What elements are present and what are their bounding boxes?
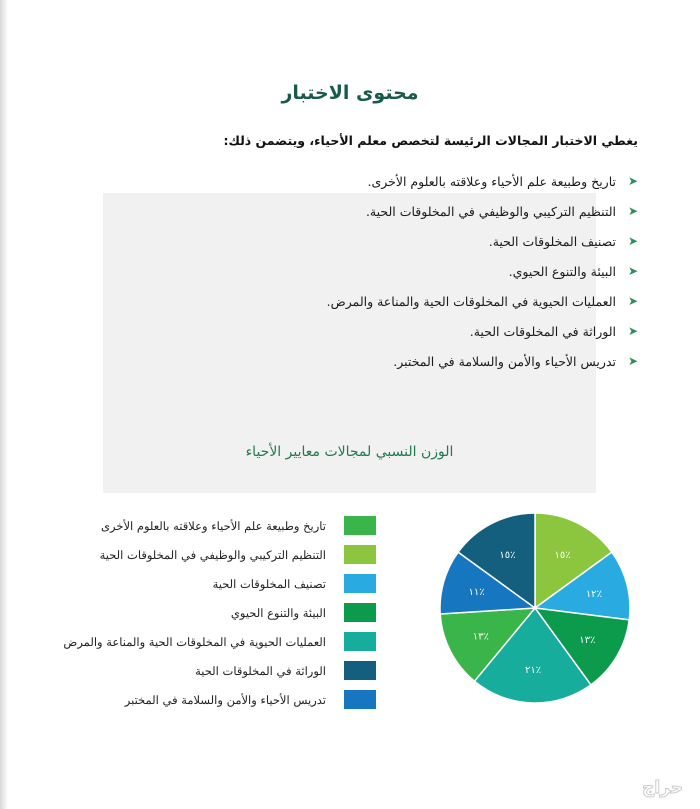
list-item-text: تصنيف المخلوقات الحية. (488, 233, 616, 249)
list-item-text: التنظيم التركيبي والوظيفي في المخلوقات الحية. (365, 203, 616, 219)
arrow-bullet-icon: ➤ (627, 204, 638, 218)
legend-label: تصنيف المخلوقات الحية (212, 576, 326, 591)
arrow-bullet-icon: ➤ (627, 174, 638, 188)
arrow-bullet-icon: ➤ (627, 294, 638, 308)
intro-text: يغطي الاختبار المجالات الرئيسة لتخصص معلم الأحياء، ويتضمن ذلك: (223, 133, 638, 148)
legend-item (60, 511, 376, 540)
legend-item (60, 656, 376, 685)
legend-swatch (344, 632, 376, 651)
legend-swatch (344, 661, 376, 680)
arrow-bullet-icon: ➤ (627, 324, 638, 338)
watermark-logo (575, 774, 685, 800)
arrow-bullet-icon: ➤ (627, 234, 638, 248)
legend-label: الوراثة في المخلوقات الحية (195, 663, 326, 678)
list-item (78, 196, 638, 226)
legend-label: العمليات الحيوية في المخلوقات الحية والمناعة والمرض (63, 634, 326, 649)
list-item (78, 256, 638, 286)
pie-slice-label: ١١٪ (468, 587, 485, 599)
legend-swatch (344, 690, 376, 709)
watermark-text: حراج (642, 778, 683, 798)
legend-swatch (344, 574, 376, 593)
chart-legend (60, 511, 376, 714)
legend-item (60, 569, 376, 598)
list-item (78, 226, 638, 256)
arrow-bullet-icon: ➤ (627, 354, 638, 368)
list-item (78, 316, 638, 346)
list-item (78, 166, 638, 196)
legend-label: تاريخ وطبيعة علم الأحياء وعلاقته بالعلوم الأخرى (101, 518, 326, 533)
pie-slice-label: ١٢٪ (585, 588, 602, 600)
pie-slice-label: ١٣٪ (472, 631, 489, 643)
legend-swatch (344, 516, 376, 535)
legend-label: البيئة والتنوع الحيوي (230, 605, 326, 620)
list-item-text: الوراثة في المخلوقات الحية. (469, 323, 616, 339)
page-edge-shadow (0, 0, 8, 809)
list-item-text: تدريس الأحياء والأمن والسلامة في المختبر. (393, 353, 616, 369)
pie-chart (440, 512, 630, 704)
list-item (78, 286, 638, 316)
list-item (78, 346, 638, 376)
pie-slice-label: ١٥٪ (554, 549, 571, 561)
chart-title: الوزن النسبي لمجالات معايير الأحياء (245, 444, 454, 460)
pie-slice-label: ١٣٪ (579, 634, 596, 646)
page-title: محتوى الاختبار (281, 82, 419, 104)
arrow-bullet-icon: ➤ (627, 264, 638, 278)
legend-item (60, 540, 376, 569)
legend-swatch (344, 603, 376, 622)
list-item-text: تاريخ وطبيعة علم الأحياء وعلاقته بالعلوم الأخرى. (367, 173, 616, 189)
pie-slice-label: ٢١٪ (525, 664, 542, 676)
pie-slice-label: ١٥٪ (499, 549, 516, 561)
legend-label: تدريس الأحياء والأمن والسلامة في المختبر (124, 692, 326, 707)
legend-item (60, 598, 376, 627)
legend-swatch (344, 545, 376, 564)
list-item-text: العمليات الحيوية في المخلوقات الحية والمناعة والمرض. (326, 293, 616, 309)
legend-label: التنظيم التركيبي والوظيفي في المخلوقات الحية (99, 547, 326, 562)
legend-item (60, 685, 376, 714)
legend-item (60, 627, 376, 656)
content-list (78, 166, 638, 376)
list-item-text: البيئة والتنوع الحيوي. (508, 263, 616, 279)
